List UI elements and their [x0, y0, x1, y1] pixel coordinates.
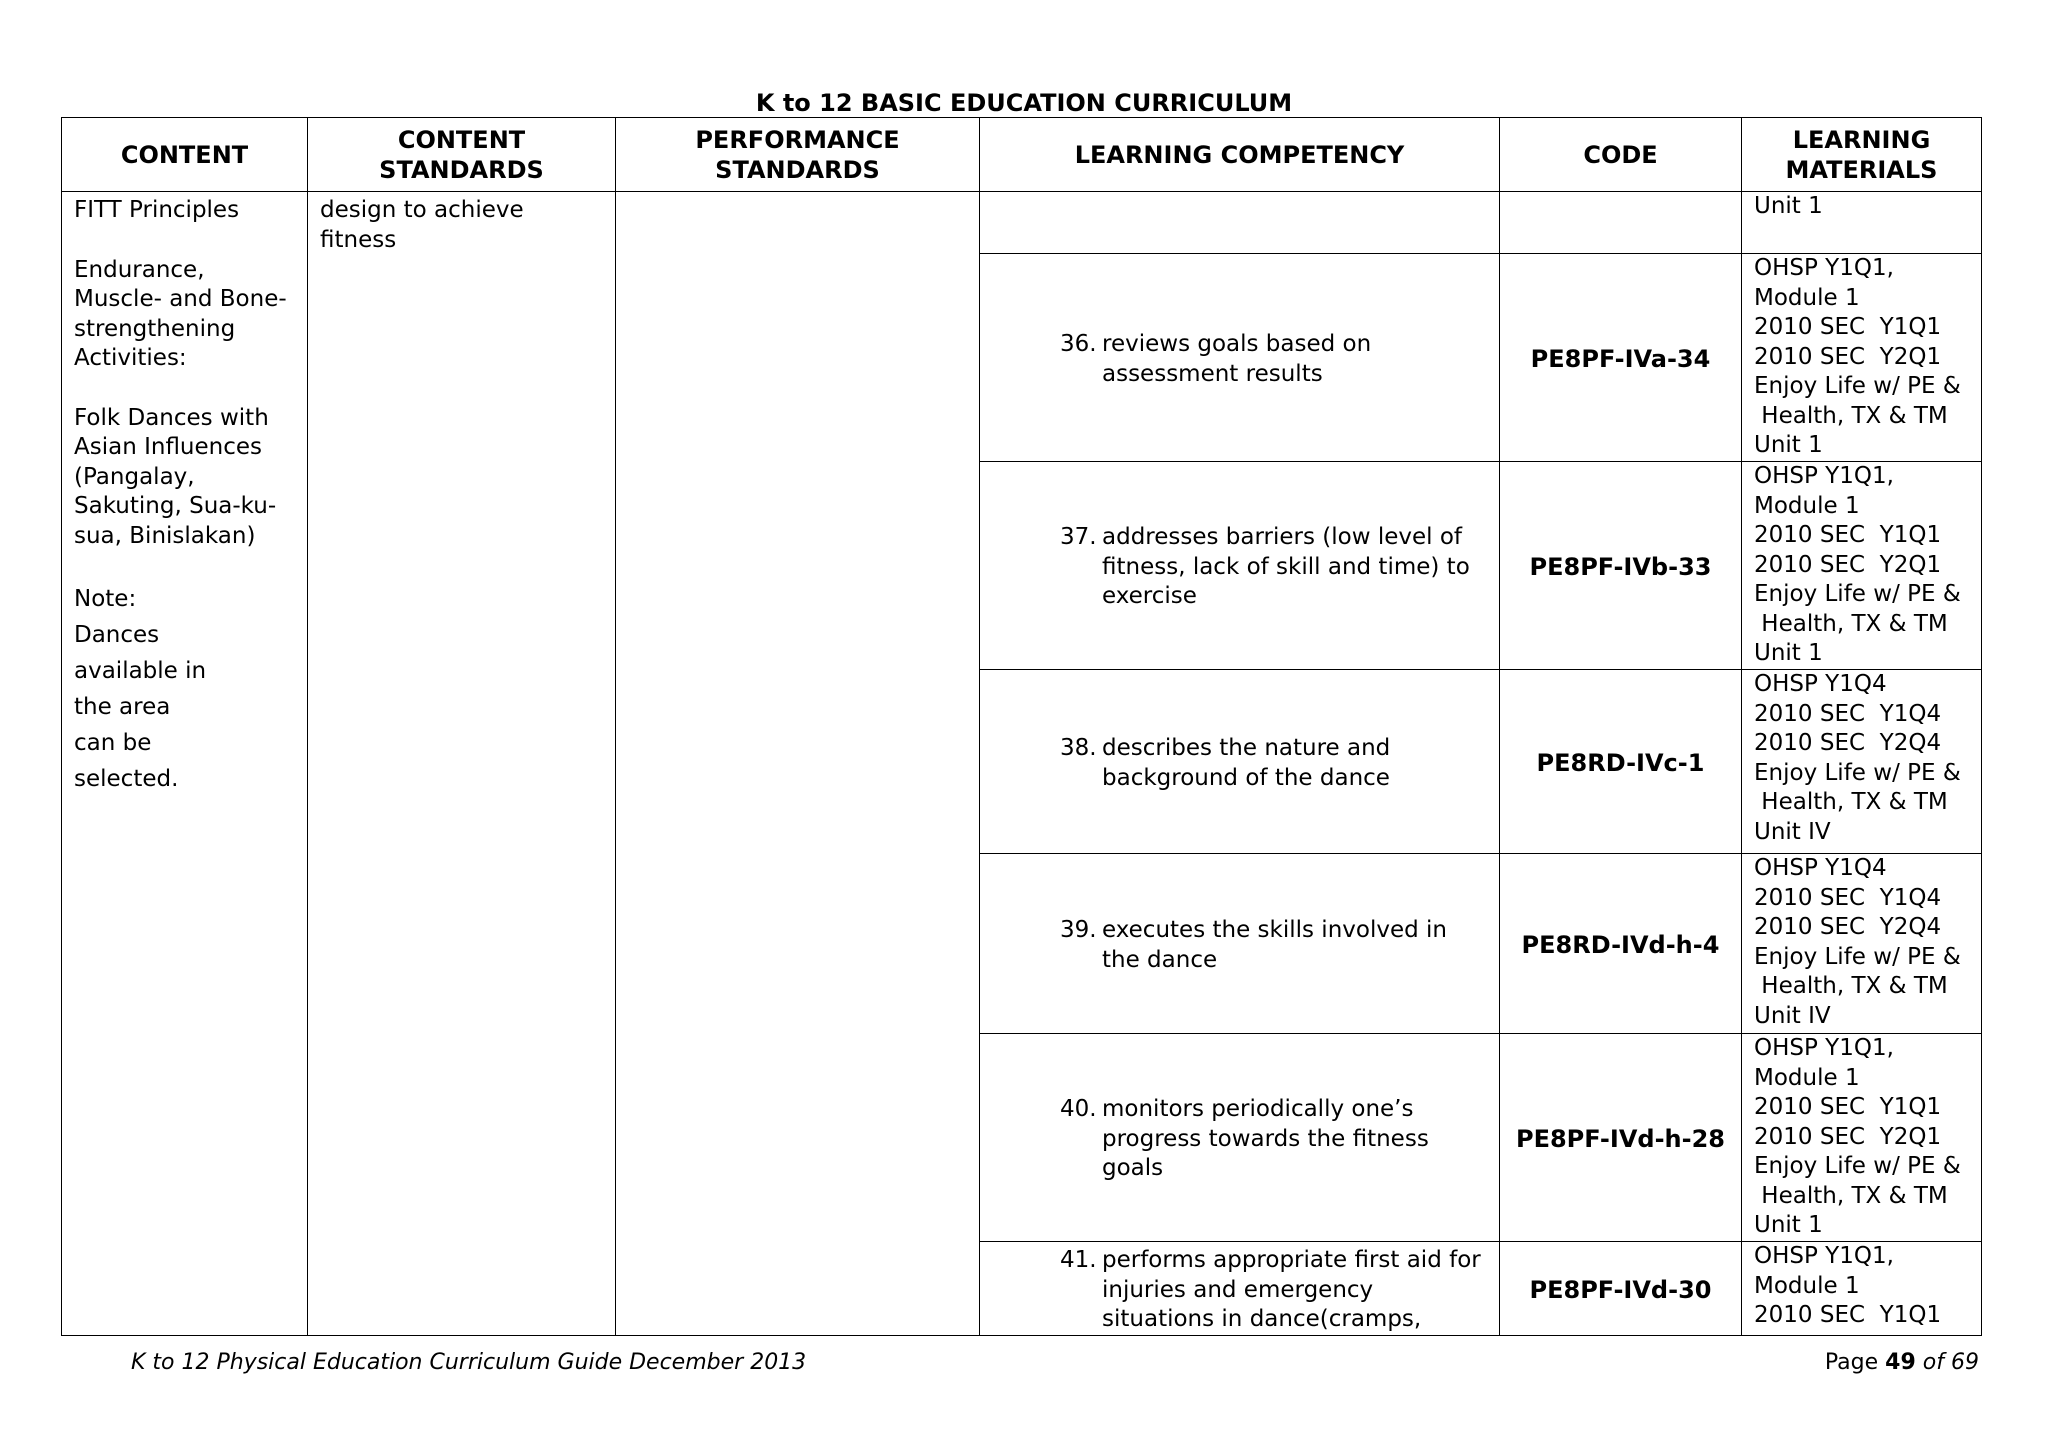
content-note-line: Dances	[74, 622, 160, 648]
materials-line: OHSP Y1Q1,	[1754, 1243, 1894, 1269]
code-cell: PE8PF-IVd-30	[1500, 1242, 1742, 1336]
footer-page-current: 49	[1885, 1350, 1916, 1375]
competency-number: 37.	[1060, 524, 1097, 551]
competency-text: executes the skills involved in the dance	[1102, 917, 1447, 973]
materials-line: Module 1	[1754, 1272, 1860, 1299]
materials-line: Health, TX & TM	[1754, 973, 1948, 999]
curriculum-table	[61, 117, 1982, 1336]
document-title: K to 12 BASIC EDUCATION CURRICULUM	[755, 89, 1293, 117]
header-materials-line2: MATERIALS	[1785, 155, 1938, 184]
content-note-line: the area	[74, 694, 171, 720]
content-cell	[62, 192, 308, 1336]
competency-text: performs appropriate first aid for injuries and emergency situations in dance(cramps,	[1102, 1247, 1481, 1332]
materials-line: Enjoy Life w/ PE &	[1754, 943, 1961, 970]
materials-cell	[1742, 462, 1982, 670]
competency-text: reviews goals based on assessment results	[1102, 331, 1372, 387]
materials-line: Unit 1	[1754, 640, 1823, 666]
footer-page-number	[1825, 1350, 1979, 1375]
materials-line: Unit IV	[1754, 818, 1831, 845]
materials-line: 2010 SEC Y1Q4	[1754, 700, 1942, 727]
content-note-line: selected.	[74, 766, 179, 792]
competency-number: 38.	[1060, 735, 1097, 761]
materials-line: 2010 SEC Y2Q1	[1754, 343, 1942, 370]
competency-number: 40.	[1060, 1096, 1097, 1123]
materials-line: 2010 SEC Y1Q1	[1754, 1302, 1942, 1328]
materials-line: Health, TX & TM	[1754, 1182, 1948, 1209]
table-row	[62, 192, 1982, 254]
materials-line: Module 1	[1754, 1064, 1860, 1091]
competency-cell	[980, 254, 1500, 462]
materials-cell	[1742, 192, 1982, 254]
header-content-standards: CONTENT STANDARDS	[308, 118, 616, 192]
materials-line: Health, TX & TM	[1754, 789, 1948, 815]
materials-line: 2010 SEC Y2Q4	[1754, 730, 1942, 756]
performance-standards-cell	[616, 192, 980, 1336]
materials-line: 2010 SEC Y1Q4	[1754, 884, 1942, 911]
competency-number: 39.	[1060, 917, 1097, 943]
code-cell: PE8PF-IVb-33	[1500, 462, 1742, 670]
materials-line: Health, TX & TM	[1754, 402, 1948, 429]
content-fitt: FITT Principles	[74, 197, 240, 223]
materials-line: Unit IV	[1754, 1002, 1831, 1029]
materials-cell	[1742, 854, 1982, 1034]
materials-line: OHSP Y1Q1,	[1754, 463, 1894, 489]
content-note-line: can be	[74, 730, 152, 756]
materials-line: OHSP Y1Q4	[1754, 855, 1887, 881]
competency-cell	[980, 192, 1500, 254]
materials-line: OHSP Y1Q4	[1754, 671, 1887, 697]
materials-line: Enjoy Life w/ PE &	[1754, 759, 1961, 786]
materials-line: Enjoy Life w/ PE &	[1754, 1153, 1961, 1179]
competency-text: monitors periodically one’s progress towards the fitness goals	[1102, 1096, 1429, 1182]
materials-line: 2010 SEC Y2Q1	[1754, 1123, 1942, 1150]
competency-cell	[980, 1034, 1500, 1242]
materials-cell	[1742, 1034, 1982, 1242]
materials-line: Health, TX & TM	[1754, 610, 1948, 637]
materials-line: Unit 1	[1754, 1212, 1823, 1238]
header-materials-line1: LEARNING	[1792, 125, 1931, 154]
competency-text: addresses barriers (low level of fitness, lack of skill and time) to exercise	[1102, 524, 1470, 610]
code-cell: PE8RD-IVc-1	[1500, 670, 1742, 854]
header-code: CODE	[1500, 118, 1742, 192]
header-performance-line1: PERFORMANCE	[695, 125, 900, 154]
competency-text: describes the nature and background of the dance	[1102, 735, 1391, 791]
materials-line: Unit 1	[1754, 193, 1823, 219]
content-folk-dances: Folk Dances with Asian Influences (Pangalay, Sakuting, Sua-ku-sua, Binislakan)	[74, 404, 277, 549]
materials-line: Module 1	[1754, 284, 1860, 311]
materials-line: OHSP Y1Q1,	[1754, 1035, 1894, 1061]
materials-line: 2010 SEC Y1Q1	[1754, 1094, 1942, 1120]
materials-cell	[1742, 254, 1982, 462]
materials-line: Unit 1	[1754, 432, 1823, 458]
header-learning-competency: LEARNING COMPETENCY	[980, 118, 1500, 192]
header-performance-line2: STANDARDS	[715, 155, 880, 184]
materials-line: 2010 SEC Y2Q1	[1754, 551, 1942, 578]
header-learning-materials	[1742, 118, 1982, 192]
materials-line: 2010 SEC Y1Q1	[1754, 522, 1942, 548]
header-content: CONTENT	[62, 118, 308, 192]
materials-line: Enjoy Life w/ PE &	[1754, 581, 1961, 607]
footer-page-word: Page	[1824, 1350, 1879, 1375]
materials-line: OHSP Y1Q1,	[1754, 255, 1894, 281]
materials-line: Module 1	[1754, 492, 1860, 519]
competency-cell	[980, 1242, 1500, 1336]
content-standards-cell: design to achieve fitness	[308, 192, 616, 1336]
code-cell	[1500, 192, 1742, 254]
code-cell: PE8RD-IVd-h-4	[1500, 854, 1742, 1034]
code-cell: PE8PF-IVd-h-28	[1500, 1034, 1742, 1242]
header-row	[62, 118, 1982, 192]
content-note-line: available in	[74, 658, 207, 684]
content-endurance: Endurance, Muscle- and Bone- strengthening Activities:	[74, 256, 287, 371]
materials-line: Enjoy Life w/ PE &	[1754, 373, 1961, 399]
header-performance-standards	[616, 118, 980, 192]
code-cell: PE8PF-IVa-34	[1500, 254, 1742, 462]
competency-number: 36.	[1060, 331, 1097, 357]
competency-number: 41.	[1060, 1247, 1097, 1273]
competency-cell	[980, 670, 1500, 854]
materials-line: 2010 SEC Y1Q1	[1754, 314, 1942, 340]
footer-page-total: of 69	[1922, 1350, 1979, 1375]
competency-cell	[980, 854, 1500, 1034]
materials-line: 2010 SEC Y2Q4	[1754, 914, 1942, 940]
content-note-label: Note:	[74, 586, 137, 612]
materials-cell	[1742, 1242, 1982, 1336]
materials-cell	[1742, 670, 1982, 854]
competency-cell	[980, 462, 1500, 670]
footer-guide-title: K to 12 Physical Education Curriculum Guide December 2013	[131, 1350, 807, 1375]
